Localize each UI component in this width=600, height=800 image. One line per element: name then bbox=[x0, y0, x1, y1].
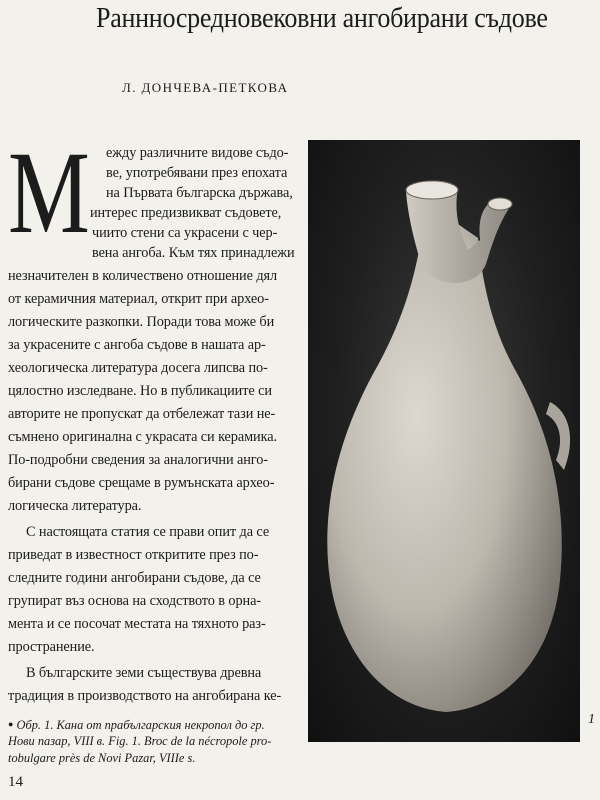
text-line: пространение. bbox=[8, 639, 95, 655]
figure-caption-line: Нови пазар, VIII в. Fig. 1. Broc de la nécropole pro- bbox=[8, 734, 272, 748]
side-mark: 1 bbox=[588, 712, 595, 727]
text-line: бирани съдове срещаме в румънската архео- bbox=[8, 475, 275, 491]
text-line: цялостно изследване. Но в публикациите си bbox=[8, 383, 272, 399]
text-line: следните години ангобирани съдове, да се bbox=[8, 570, 261, 586]
text-line: незначителен в количествено отношение дял bbox=[8, 268, 278, 284]
caption-bullet: ● bbox=[8, 719, 14, 729]
text-line: интерес предизвикват съдовете, bbox=[90, 205, 282, 221]
article-author: Л. ДОНЧЕВА-ПЕТКОВА bbox=[122, 80, 289, 95]
jug-rim bbox=[406, 181, 458, 199]
text-line: на Първата българска държава, bbox=[106, 185, 293, 201]
text-line: приведат в известност откритите през по- bbox=[8, 547, 259, 563]
text-line: хеологическа литература досега липсва по- bbox=[8, 360, 268, 376]
text-line: В българските земи съществува древна bbox=[26, 665, 262, 681]
jug-illustration bbox=[308, 140, 580, 742]
text-line: По-подробни сведения за аналогични анго- bbox=[8, 452, 268, 468]
article-title: Раннносредновековни ангобирани съдове bbox=[96, 3, 548, 34]
text-line: чиито стени са украсени с чер- bbox=[92, 225, 278, 241]
text-line: групират въз основа на сходството в орна- bbox=[8, 593, 261, 609]
text-line: съмнено оригинална с украсата си керамика. bbox=[8, 429, 277, 445]
figure-caption-line: tobulgare près de Novi Pazar, VIIIe s. bbox=[8, 751, 196, 765]
text-line: логическите разкопки. Поради това може би bbox=[8, 314, 275, 330]
text-line: ежду различните видове съдо- bbox=[106, 145, 289, 161]
figure-caption bbox=[8, 716, 298, 734]
page-number: 14 bbox=[8, 774, 23, 790]
text-line: мента и се посочат местата на тяхното раз- bbox=[8, 616, 266, 632]
text-line: авторите не пропускат да отбележат тази не- bbox=[8, 406, 276, 422]
text-line: ве, употребявани през епохата bbox=[106, 165, 288, 181]
drop-cap: М bbox=[8, 127, 90, 258]
text-line: от керамичния материал, открит при архео- bbox=[8, 291, 269, 307]
text-line: за украсените с ангоба съдове в нашата ар- bbox=[8, 337, 266, 353]
text-line: вена ангоба. Към тях принадлежи bbox=[92, 245, 295, 261]
figure-photo bbox=[308, 140, 580, 742]
text-line: логическа литература. bbox=[8, 498, 142, 514]
caption-line: Обр. 1. Кана от прабългарския некропол до гр. bbox=[16, 718, 265, 732]
jug-spout-rim bbox=[488, 198, 512, 210]
text-line: традиция в производството на ангобирана ке- bbox=[8, 688, 282, 704]
text-line: С настоящата статия се прави опит да се bbox=[26, 524, 270, 540]
